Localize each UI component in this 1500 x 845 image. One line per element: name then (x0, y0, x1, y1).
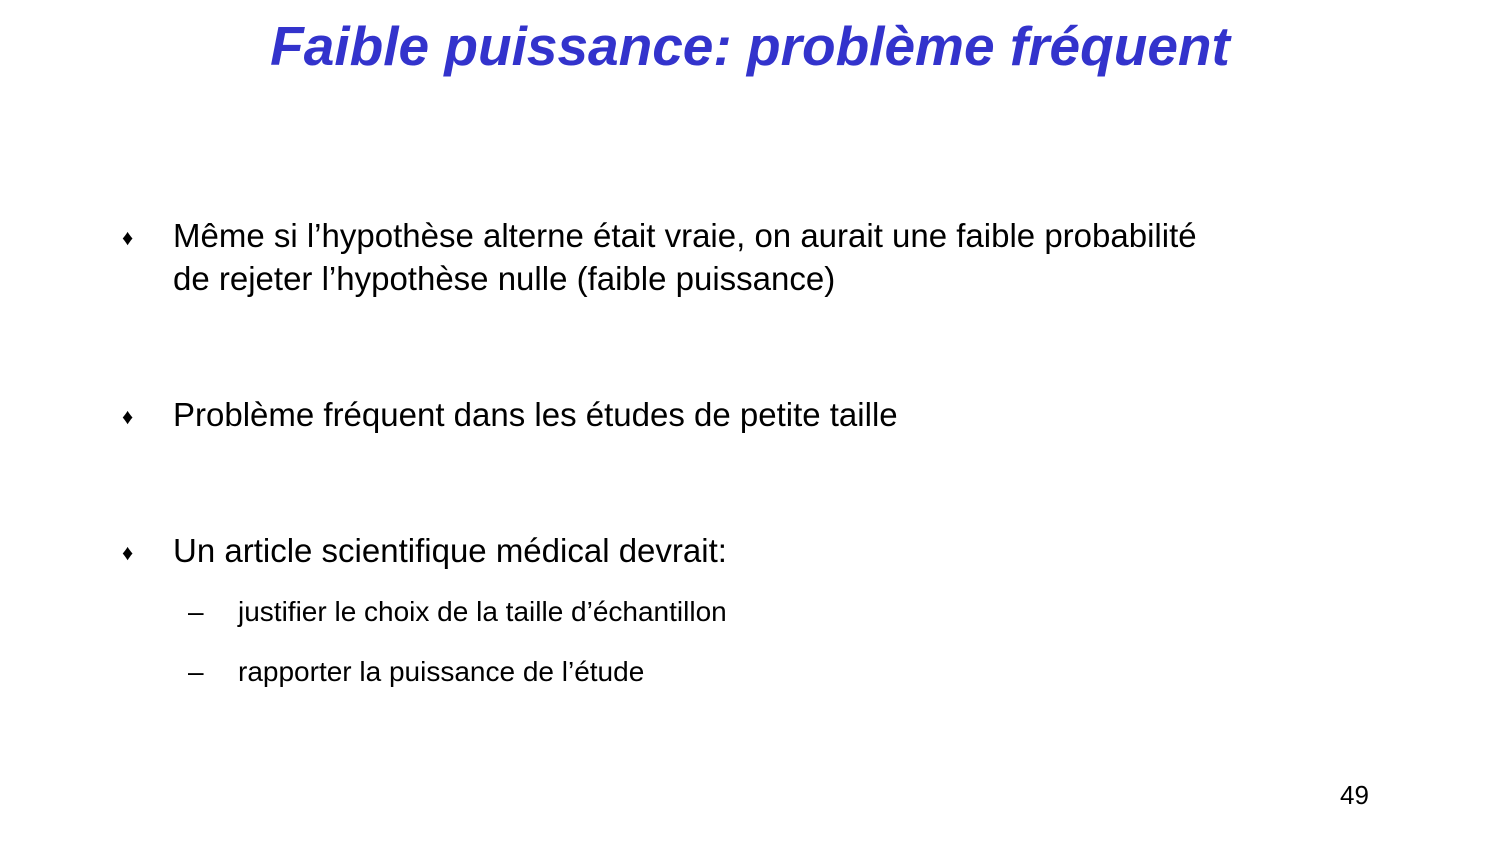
diamond-bullet-icon: ♦ (122, 404, 134, 429)
slide-title: Faible puissance: problème fréquent (270, 15, 1230, 77)
diamond-bullet-icon: ♦ (122, 540, 134, 565)
sub-item-text: rapporter la puissance de l’étude (238, 656, 645, 687)
dash-bullet-icon: – (188, 656, 204, 687)
bullet-text: Un article scientifique médical devrait: (173, 532, 727, 569)
diamond-bullet-icon: ♦ (122, 225, 134, 250)
page-number: 49 (1340, 780, 1369, 810)
sub-item-text: justifier le choix de la taille d’échantillon (238, 596, 727, 627)
bullet-text-line-2: de rejeter l’hypothèse nulle (faible puissance) (173, 260, 836, 297)
dash-bullet-icon: – (188, 596, 204, 627)
bullet-text-line-1: Même si l’hypothèse alterne était vraie, on aurait une faible probabilité (173, 217, 1197, 254)
bullet-text: Problème fréquent dans les études de petite taille (173, 396, 898, 433)
